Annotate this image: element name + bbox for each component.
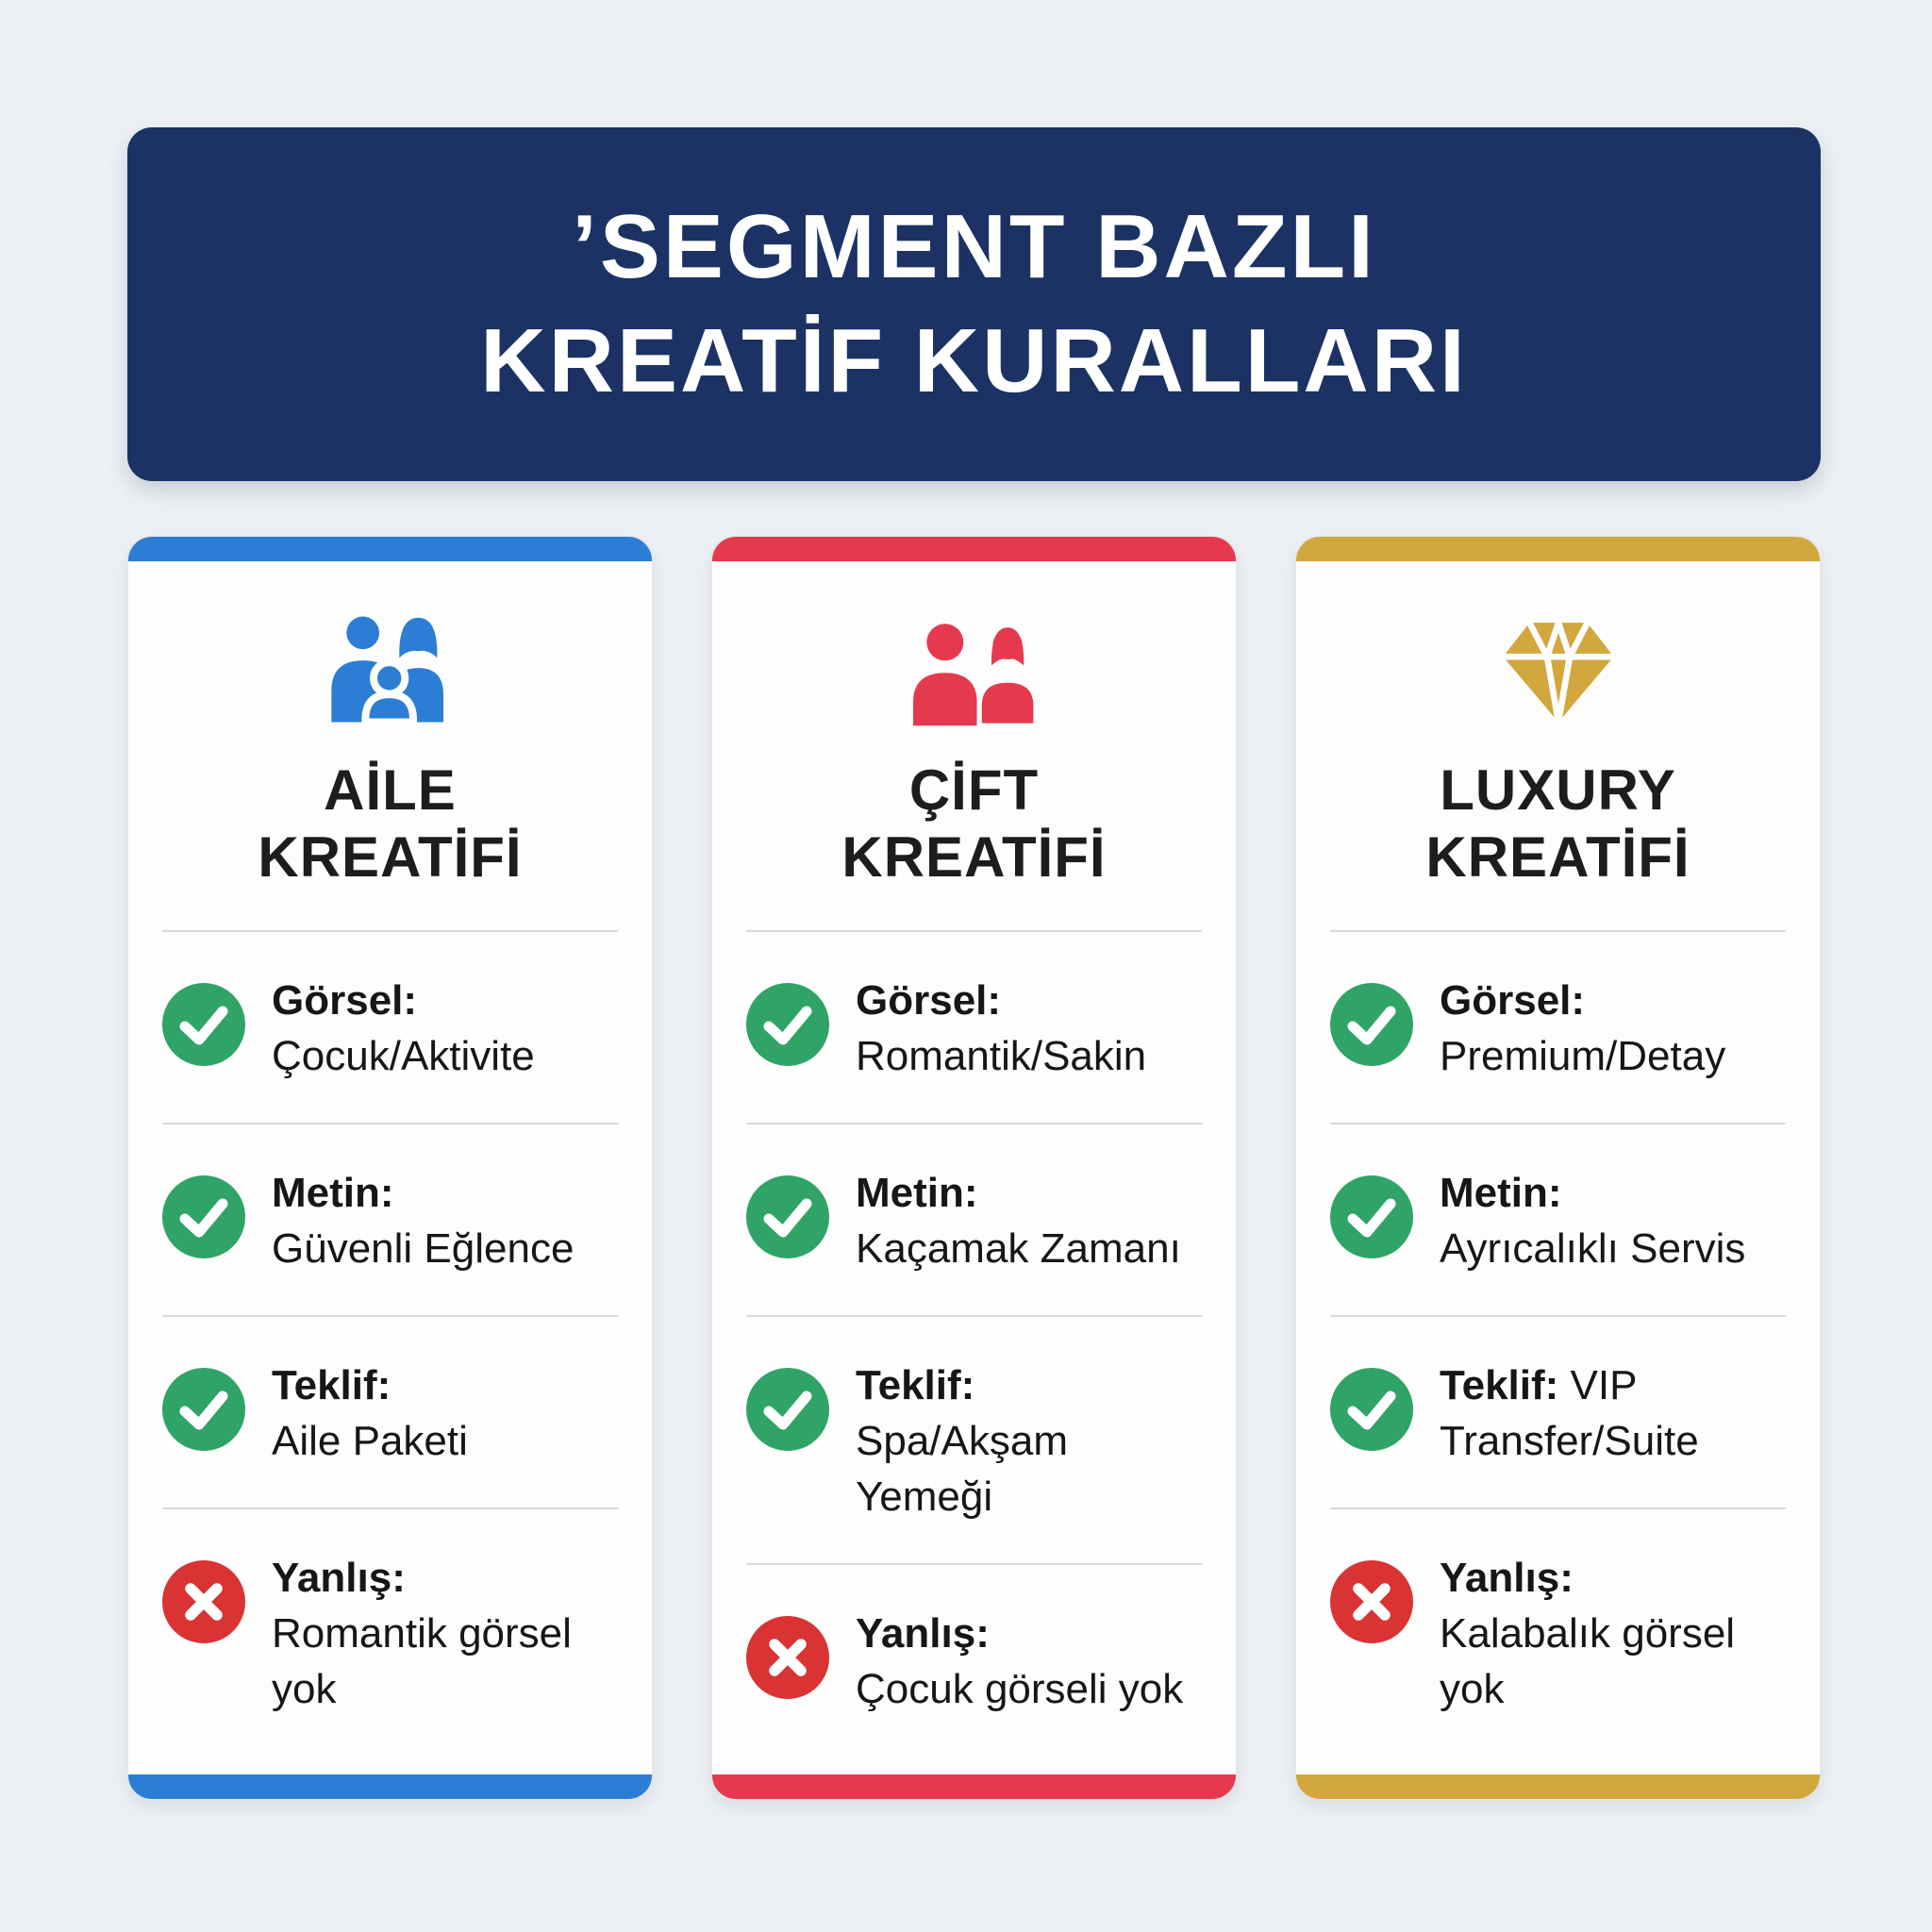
check-icon	[1330, 983, 1413, 1066]
list-item	[162, 1123, 618, 1315]
item-value: Romantik görsel yok	[272, 1610, 572, 1713]
luxury-card-top-bar	[1296, 537, 1820, 561]
item-value: Çocuk görseli yok	[856, 1666, 1184, 1713]
couple-card-bottom-bar	[712, 1774, 1236, 1799]
page-title-line1: ’SEGMENT BAZLI	[572, 195, 1376, 297]
family-card-top-bar	[128, 537, 652, 561]
luxury-card-title	[1330, 758, 1786, 891]
diamond-icon	[1330, 603, 1786, 741]
family-card-items	[162, 930, 618, 1756]
check-icon	[162, 1368, 245, 1451]
item-label: Görsel:	[856, 977, 1002, 1024]
couple-card-title-line1: ÇİFT	[908, 758, 1040, 822]
couple-card-top-bar	[712, 537, 1236, 561]
item-label: Yanlış:	[1440, 1555, 1574, 1602]
couple-card-title-line2: KREATİFİ	[841, 824, 1107, 889]
item-value: Güvenli Eğlence	[272, 1225, 575, 1273]
check-icon	[746, 1175, 829, 1258]
check-icon	[746, 1368, 829, 1451]
item-value: Premium/Detay	[1440, 1033, 1726, 1080]
list-item	[1330, 1315, 1786, 1507]
item-text	[1440, 1547, 1786, 1718]
luxury-card-items	[1330, 930, 1786, 1756]
item-text	[272, 1547, 618, 1718]
item-value: Spa/Akşam Yemeği	[856, 1418, 1068, 1521]
item-text	[856, 1162, 1181, 1277]
family-card-body	[128, 561, 652, 1774]
item-value: Ayrıcalıklı Servis	[1440, 1225, 1746, 1273]
check-icon	[746, 983, 829, 1066]
list-item	[162, 1507, 618, 1756]
item-value: Aile Paketi	[272, 1418, 468, 1465]
family-icon	[162, 603, 618, 741]
list-item	[746, 1563, 1202, 1756]
cross-icon	[1330, 1560, 1413, 1643]
check-icon	[1330, 1368, 1413, 1451]
item-value: Romantik/Sakin	[856, 1033, 1147, 1080]
family-card	[127, 536, 653, 1800]
luxury-card-title-line2: KREATİFİ	[1425, 824, 1690, 889]
item-text	[272, 1355, 468, 1470]
item-label: Metin:	[272, 1170, 394, 1217]
page-title-line2: KREATİF KURALLARI	[480, 309, 1468, 411]
item-label: Teklif:	[856, 1362, 975, 1409]
item-text	[856, 970, 1146, 1085]
list-item	[746, 1315, 1202, 1563]
luxury-card	[1295, 536, 1821, 1800]
item-text	[272, 970, 535, 1085]
couple-card-items	[746, 930, 1202, 1756]
item-label: Yanlış:	[856, 1610, 990, 1657]
item-label: Metin:	[1440, 1170, 1562, 1217]
couple-card-body	[712, 561, 1236, 1774]
list-item	[746, 1123, 1202, 1315]
list-item	[746, 930, 1202, 1123]
cross-icon	[162, 1560, 245, 1643]
item-label: Teklif:	[1440, 1362, 1559, 1409]
list-item	[1330, 1123, 1786, 1315]
list-item	[1330, 930, 1786, 1123]
cross-icon	[746, 1616, 829, 1699]
item-text	[856, 1355, 1202, 1525]
check-icon	[1330, 1175, 1413, 1258]
family-card-title-line1: AİLE	[324, 758, 457, 822]
item-label: Yanlış:	[272, 1555, 406, 1602]
luxury-card-bottom-bar	[1296, 1774, 1820, 1799]
item-text	[1440, 1162, 1745, 1277]
header-banner	[127, 127, 1821, 481]
item-label: Görsel:	[272, 977, 418, 1024]
luxury-card-body	[1296, 561, 1820, 1774]
item-text	[856, 1603, 1183, 1718]
item-text	[1440, 1355, 1786, 1470]
couple-icon	[746, 603, 1202, 741]
family-card-title-line2: KREATİFİ	[258, 824, 523, 889]
item-label: Görsel:	[1440, 977, 1586, 1024]
list-item	[162, 1315, 618, 1507]
item-label: Teklif:	[272, 1362, 391, 1409]
check-icon	[162, 983, 245, 1066]
couple-card-title	[746, 758, 1202, 891]
family-card-title	[162, 758, 618, 891]
segment-cards-row	[127, 536, 1821, 1800]
item-value: Kaçamak Zamanı	[856, 1225, 1181, 1273]
item-value: VIP Transfer/Suite	[1440, 1362, 1699, 1465]
list-item	[1330, 1507, 1786, 1756]
item-label: Metin:	[856, 1170, 978, 1217]
luxury-card-title-line1: LUXURY	[1440, 758, 1676, 822]
couple-card	[711, 536, 1237, 1800]
item-text	[1440, 970, 1725, 1085]
family-card-bottom-bar	[128, 1774, 652, 1799]
check-icon	[162, 1175, 245, 1258]
item-text	[272, 1162, 574, 1277]
item-value: Çocuk/Aktivite	[272, 1033, 535, 1080]
item-value: Kalabalık görsel yok	[1440, 1610, 1736, 1713]
list-item	[162, 930, 618, 1123]
